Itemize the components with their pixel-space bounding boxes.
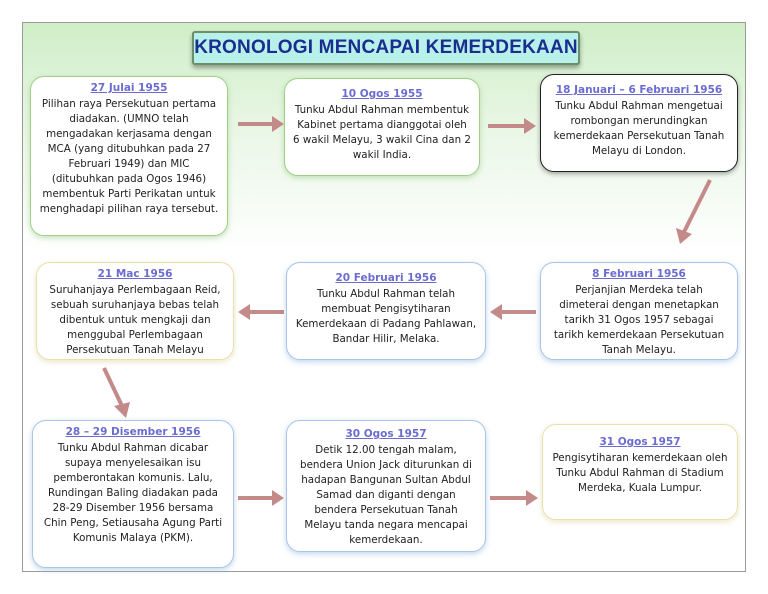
event-text: Tunku Abdul Rahman mengetuai rombongan merundingkan kemerdekaan Persekutuan Tanah Melayu di London.	[553, 100, 725, 157]
event-text: Perjanjian Merdeka telah dimeterai dengan menetapkan tarikh 31 Ogos 1957 sebagai tarikh kemerdekaan Persekutuan Tanah Melayu.	[553, 284, 725, 356]
event-date: 21 Mac 1956	[97, 268, 173, 280]
event-text: Tunku Abdul Rahman telah membuat Pengisytiharan Kemerdekaan di Padang Pahlawan, Bandar Hilir, Melaka.	[295, 288, 477, 345]
event-date: 31 Ogos 1957	[599, 436, 681, 448]
arrow-right-4	[488, 486, 540, 510]
event-date: 10 Ogos 1955	[341, 88, 423, 100]
event-card-21-mac-1956	[36, 262, 234, 360]
event-card-20-februari-1956	[286, 262, 486, 360]
event-text: Tunku Abdul Rahman dicabar supaya menyelesaikan isu pemberontakan komunis. Lalu, Rundingan Baling diadakan pada 28-29 Disember 1956 bersama Chin Peng, Setiausaha Agung Parti Komunis Malaya (PKM).	[43, 442, 223, 544]
arrow-right-1	[236, 112, 286, 136]
diagram-title: KRONOLOGI MENCAPAI KEMERDEKAAN	[192, 31, 580, 65]
event-card-31-ogos-1957	[542, 424, 738, 520]
event-card-30-ogos-1957	[286, 420, 486, 552]
event-date: 8 Februari 1956	[592, 268, 686, 280]
arrow-down-left-1	[672, 176, 716, 246]
arrow-right-2	[486, 114, 538, 138]
arrow-down-right-1	[98, 364, 138, 420]
event-date: 18 Januari – 6 Februari 1956	[555, 84, 723, 96]
event-card-8-februari-1956	[540, 262, 738, 360]
event-text: Pilihan raya Persekutuan pertama diadakan. (UMNO telah mengadakan kerjasama dengan MCA (yang ditubuhkan pada 27 Februari 1949) dan MIC (ditubuhkan pada Ogos 1946) membentuk Parti Perikatan untuk menghadapi pilihan raya tersebut.	[39, 98, 219, 215]
event-date: 20 Februari 1956	[335, 272, 437, 284]
arrow-left-2	[236, 300, 286, 324]
event-date: 28 – 29 Disember 1956	[65, 426, 201, 438]
arrow-left-1	[488, 300, 538, 324]
event-card-18-januari-1956	[540, 74, 738, 172]
event-text: Suruhanjaya Perlembagaan Reid, sebuah suruhanjaya bebas telah dibentuk untuk mengkaji dan menggubal Perlembagaan Persekutuan Tanah Melayu	[49, 284, 221, 356]
event-card-27-julai-1955	[30, 76, 228, 236]
event-text: Tunku Abdul Rahman membentuk Kabinet pertama dianggotai oleh 6 wakil Melayu, 3 wakil Cina dan 2 wakil India.	[293, 104, 471, 161]
event-text: Pengisytiharan kemerdekaan oleh Tunku Abdul Rahman di Stadium Merdeka, Kuala Lumpur.	[552, 452, 728, 494]
event-date: 27 Julai 1955	[90, 82, 168, 94]
event-text: Detik 12.00 tengah malam, bendera Union Jack diturunkan di hadapan Bangunan Sultan Abdul Samad dan diganti dengan bendera Persekutuan Tanah Melayu tanda negara mencapai kemerdekaan.	[300, 444, 472, 546]
arrow-right-3	[236, 486, 286, 510]
event-card-10-ogos-1955	[284, 78, 480, 176]
event-date: 30 Ogos 1957	[345, 428, 427, 440]
event-card-28-29-disember-1956	[32, 420, 234, 568]
